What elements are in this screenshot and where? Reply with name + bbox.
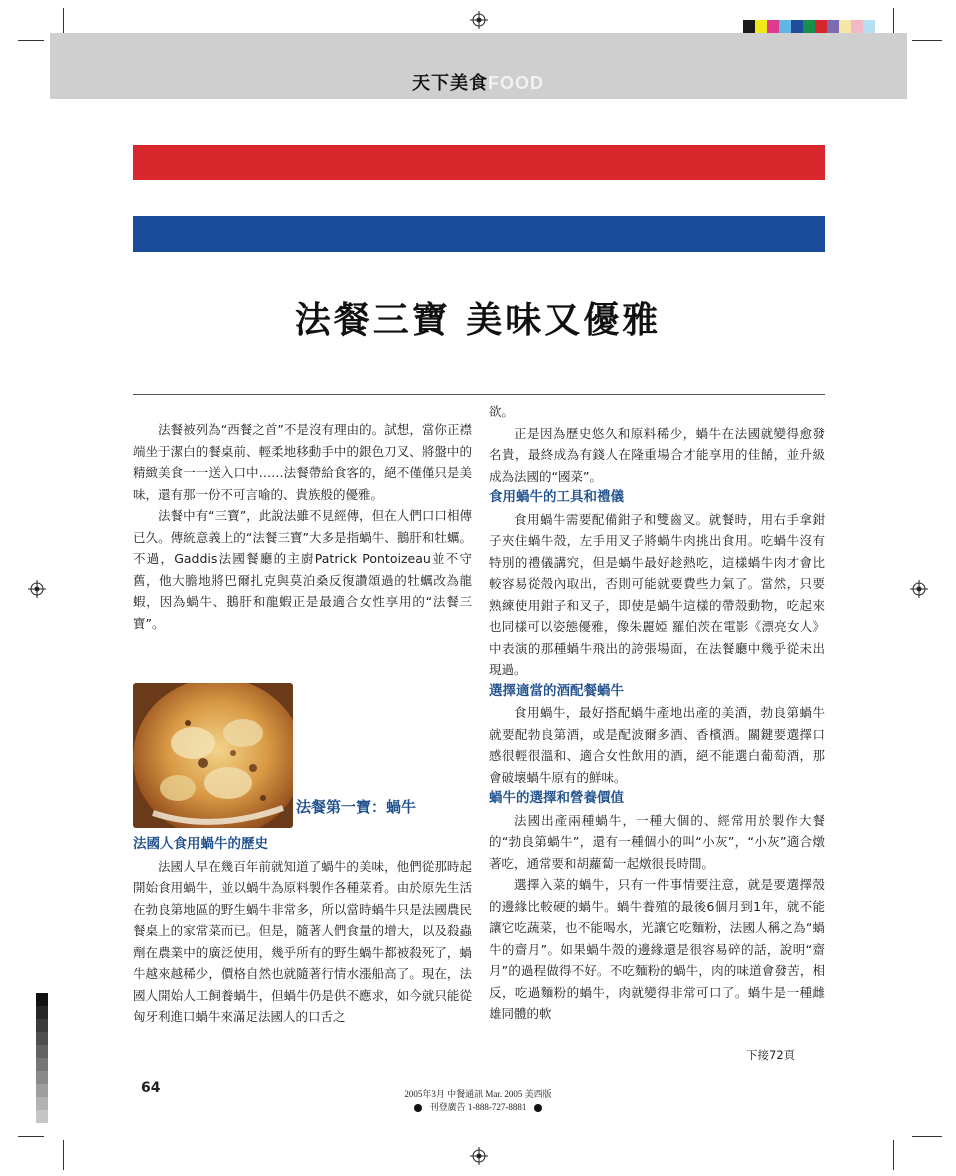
color-calibration-bar: [743, 20, 875, 34]
crop-mark: [893, 1140, 894, 1170]
headline-divider: [133, 394, 825, 395]
gray-swatch: [36, 1045, 48, 1058]
page-number: 64: [141, 1080, 161, 1096]
color-swatch: [767, 20, 779, 34]
escargot-photo: [133, 683, 293, 828]
body-paragraph: 正是因為歷史悠久和原料稀少，蝸牛在法國就變得愈發名貴，最終成為有錢人在隆重場合才能享用的佳餚，並升級成為法國的“國菜”。: [489, 425, 825, 484]
crop-mark: [18, 40, 44, 41]
footer-ad-text: 刊登廣告 1-888-727-8881: [429, 1102, 527, 1112]
gray-swatch: [36, 1058, 48, 1071]
section-subtitle: 法餐第一寶：蝸牛: [296, 798, 417, 816]
wine-heading: 選擇適當的酒配餐蝸牛: [489, 682, 624, 699]
color-swatch: [863, 20, 875, 34]
history-heading: 法國人食用蝸牛的歷史: [133, 836, 268, 852]
bullet-icon: [414, 1104, 422, 1112]
history-column: [133, 834, 472, 1028]
color-swatch: [815, 20, 827, 34]
color-swatch: [839, 20, 851, 34]
flag-stripe-red: [133, 145, 825, 180]
registration-mark-icon: [910, 580, 928, 598]
crop-mark: [912, 1136, 942, 1137]
color-swatch: [755, 20, 767, 34]
footer-ad-line: [0, 1101, 956, 1114]
color-swatch: [803, 20, 815, 34]
choice-paragraph: 選擇入菜的蝸牛，只有一件事情要注意，就是要選擇殼的邊緣比較硬的蝸牛。蝸牛養殖的最後6個月到1年，就不能讓它吃蔬菜，也不能喝水，光讓它吃麵粉，法國人稱之為“蝸牛的齋月”。如果蝸牛殼的邊緣還是很容易碎的話，說明“齋月”的過程做得不好。不吃麵粉的蝸牛，肉的味道會發苦，相反，吃過麵粉的蝸牛，肉就變得非常可口了。蝸牛是一種雌雄同體的軟: [489, 877, 825, 1021]
footer: [0, 1088, 956, 1114]
choice-paragraph: 法國出產兩種蝸牛，一種大個的、經常用於製作大餐的“勃良第蝸牛”，還有一種個小的叫“小灰”，“小灰”適合燉著吃，通常要和胡蘿蔔一起燉很長時間。: [489, 812, 825, 871]
gray-swatch: [36, 1032, 48, 1045]
color-swatch: [851, 20, 863, 34]
crop-mark: [912, 40, 942, 41]
color-swatch: [743, 20, 755, 34]
tools-paragraph: 食用蝸牛需要配備鉗子和雙齒叉。就餐時，用右手拿鉗子夾住蝸牛殼，左手用叉子將蝸牛肉挑出食用。吃蝸牛沒有特別的禮儀講究，但是蝸牛最好趁熱吃，這樣蝸牛肉才會比較容易從殼內取出，否則可能就要費些力氣了。當然，只要熟練使用鉗子和叉子，即使是蝸牛這樣的帶殼動物，吃起來也同樣可以姿態優雅，像朱麗婭 羅伯茨在電影《漂亮女人》中表演的那種蝸牛飛出的誇張場面，在法餐廳中幾乎從未出現過。: [489, 511, 825, 677]
bullet-icon: [534, 1104, 542, 1112]
intro-paragraph: 法餐中有“三寶”，此說法雖不見經傳，但在人們口口相傳已久。傳統意義上的“法餐三寶”大多是指蝸牛、鵝肝和牡蠣。不過，Gaddis法國餐廳的主廚Patrick Pontoizeau並不守舊，他大膽地將巴爾扎克與莫泊桑反復讚頌過的牡蠣改為龍蝦，因為蝸牛、鵝肝和龍蝦正是最適合女性享用的“法餐三寶”。: [133, 508, 472, 631]
intro-paragraph: 法餐被列為“西餐之首”不是沒有理由的。試想，當你正襟端坐于潔白的餐桌前、輕柔地移動手中的銀色刀叉、將盤中的精緻美食一一送入口中……法餐帶給食客的，絕不僅僅只是美味，還有那一份不可言喻的、貴族般的優雅。: [133, 422, 472, 502]
wine-paragraph: 食用蝸牛，最好搭配蝸牛產地出產的美酒，勃良第蝸牛就要配勃良第酒，或是配波爾多酒、香檳酒。關鍵要選擇口感很輕很溫和、適合女性飲用的酒，絕不能選白葡萄酒，那會破壞蝸牛原有的鮮味。: [489, 705, 825, 785]
color-swatch: [791, 20, 803, 34]
crop-mark: [63, 8, 64, 36]
section-label-en: FOOD: [488, 73, 544, 93]
continued-note: 下接72頁: [746, 1048, 796, 1062]
gray-swatch: [36, 1071, 48, 1084]
intro-column: [133, 419, 472, 634]
crop-mark: [18, 1136, 44, 1137]
gray-swatch: [36, 993, 48, 1006]
choice-heading: 蝸牛的選擇和營養價值: [489, 790, 624, 806]
continuation-text: 欲。: [489, 404, 515, 419]
history-paragraph: 法國人早在幾百年前就知道了蝸牛的美味，他們從那時起開始食用蝸牛，並以蝸牛為原料製作各種菜肴。由於原先生活在勃良第地區的野生蝸牛非常多，所以當時蝸牛只是法國農民餐桌上的家常菜而已。但是，隨著人們食量的增大，以及殺蟲劑在農業中的廣泛使用，幾乎所有的野生蝸牛都被殺死了，蝸牛越來越稀少，價格自然也就隨著行情水漲船高了。現在，法國人開始人工飼養蝸牛，但蝸牛仍是供不應求，如今就只能從匈牙利進口蝸牛來滿足法國人的口舌之: [133, 858, 472, 1024]
footer-publication-line: 2005年3月 中餐通訊 Mar. 2005 美西版: [404, 1089, 552, 1099]
section-label: [0, 69, 956, 95]
crop-mark: [893, 8, 894, 36]
registration-mark-icon: [470, 11, 488, 29]
gray-swatch: [36, 1006, 48, 1019]
section-label-cn: 天下美食: [412, 73, 488, 94]
right-column: [489, 401, 825, 1025]
color-swatch: [827, 20, 839, 34]
crop-mark: [63, 1140, 64, 1170]
gray-swatch: [36, 1019, 48, 1032]
flag-stripe-blue: [133, 216, 825, 252]
registration-mark-icon: [28, 580, 46, 598]
tools-heading: 食用蝸牛的工具和禮儀: [489, 489, 624, 505]
article-headline: 法餐三寶 美味又優雅: [294, 300, 662, 341]
color-swatch: [779, 20, 791, 34]
registration-mark-icon: [470, 1147, 488, 1165]
